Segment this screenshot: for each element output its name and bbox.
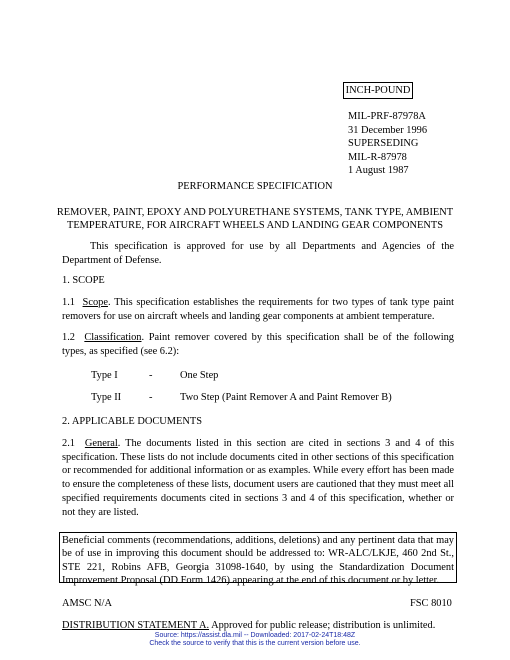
para-body: . The documents listed in this section are cited in sections 3 and 4 of this specification. These lists do not include documents cited in other sections of this specification or recommended for additional information or as examples. While every effort has been made to ensure the completeness of these lists, document users are cautioned that they must meet all specified requirements documents cited in sections 3 and 4 of this specification, whether or not they are listed. — [62, 438, 454, 518]
beneficial-comments-box — [59, 532, 457, 587]
amsc-label: AMSC N/A — [62, 598, 112, 609]
distribution-statement — [62, 619, 435, 633]
para-title: Scope — [82, 297, 108, 308]
fsc-label: FSC 8010 — [410, 598, 452, 609]
paragraph-2-1 — [62, 437, 454, 519]
superseding-label: SUPERSEDING — [348, 138, 419, 150]
type-1-dash: - — [149, 370, 153, 381]
para-title: General — [84, 438, 118, 449]
para-body: . This specification establishes the requirements for two types of tank type paint removers for use on aircraft wheels and landing gear components at ambient temperature. — [62, 297, 454, 322]
document-title-line2: TEMPERATURE, FOR AIRCRAFT WHEELS AND LANDING GEAR COMPONENTS — [66, 220, 443, 231]
inch-pound-box: INCH-POUND — [343, 82, 413, 99]
doc-number: MIL-PRF-87978A — [348, 111, 426, 122]
type-1-label: Type I — [91, 370, 118, 381]
distribution-text: Approved for public release; distribution is unlimited. — [209, 620, 436, 631]
doc-date: 31 December 1996 — [348, 124, 428, 136]
para-number: 2.1 — [62, 438, 75, 449]
para-title: Classification — [84, 332, 142, 343]
document-title-line1: REMOVER, PAINT, EPOXY AND POLYURETHANE SYSTEMS, TANK TYPE, AMBIENT — [56, 207, 454, 218]
distribution-label: DISTRIBUTION STATEMENT A. — [62, 620, 210, 631]
section-2-heading: 2. APPLICABLE DOCUMENTS — [62, 416, 202, 427]
approval-paragraph — [62, 240, 454, 267]
paragraph-1-1 — [62, 296, 454, 323]
spec-type-heading: PERFORMANCE SPECIFICATION — [177, 181, 333, 192]
paragraph-1-2 — [62, 331, 454, 358]
document-identifier-block — [348, 110, 427, 178]
para-number: 1.1 — [62, 297, 75, 308]
source-footer-line1: Source: https://assist.dla.mil -- Downloaded: 2017-02-24T18:48Z — [154, 632, 356, 639]
beneficial-comments-text: Beneficial comments (recommendations, additions, deletions) and any pertinent data that may be of use in improving this document should be addressed to: WR-ALC/LKJE, 460 2nd St., STE 221, Robins AFB, Georgia 31098-1640, by using the Standardization Document Improvement Proposal (DD Form 1426) appearing at the end of this document or by letter. — [62, 535, 454, 587]
para-number: 1.2 — [62, 332, 75, 343]
section-1-heading: 1. SCOPE — [62, 275, 105, 286]
superseded-date: 1 August 1987 — [348, 165, 409, 177]
superseded-number: MIL-R-87978 — [348, 151, 407, 163]
source-footer-line2: Check the source to verify that this is the current version before use. — [149, 640, 361, 647]
type-1-description: One Step — [180, 370, 219, 381]
type-2-description: Two Step (Paint Remover A and Paint Remover B) — [180, 392, 392, 403]
type-2-dash: - — [149, 392, 153, 403]
para-body: . Paint remover covered by this specification shall be of the following types, as specified (see 6.2): — [62, 332, 454, 357]
approval-text: This specification is approved for use by all Departments and Agencies of the Department of Defense. — [62, 241, 454, 266]
type-2-label: Type II — [91, 392, 122, 403]
